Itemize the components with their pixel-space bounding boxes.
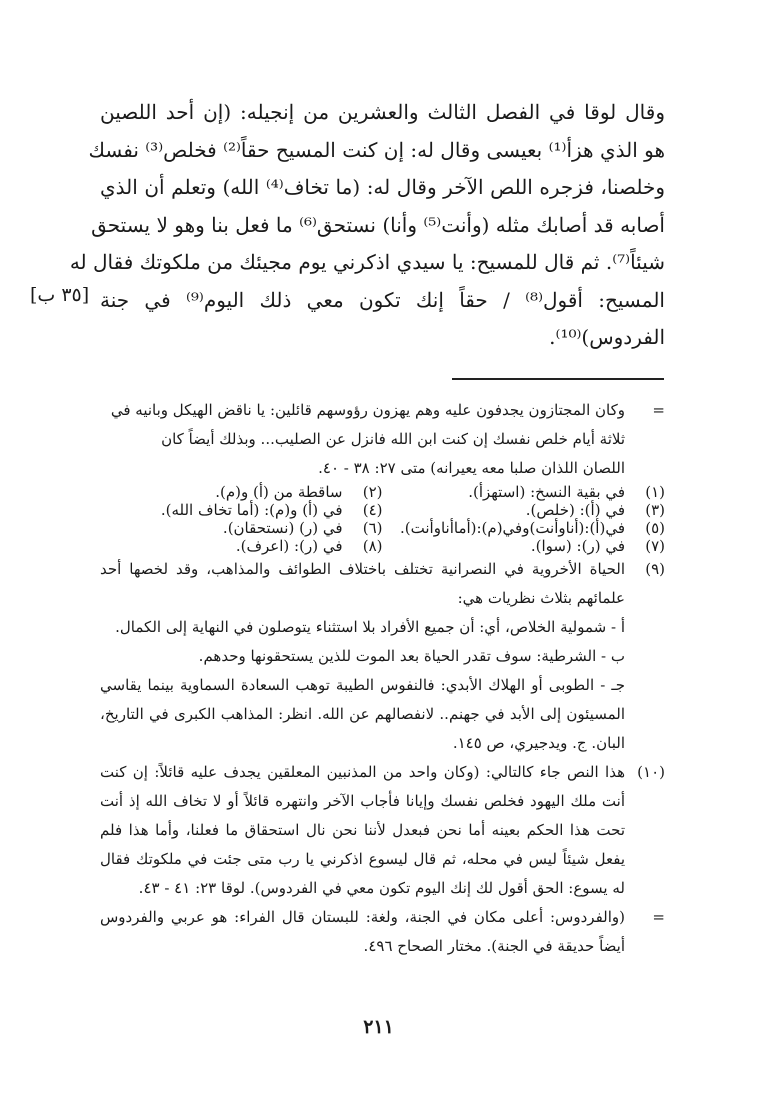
footnote-number: (٧) <box>645 537 665 555</box>
footnote-text: الحياة الأخروية في النصرانية تختلف باختلاف الطوائف والمذاهب، وقد لخصها أحد علمائهم بثلاث نظريات هي: <box>100 560 625 607</box>
footnote-9 <box>100 555 665 613</box>
footnote-text: وكان المجتازون يجدفون عليه وهم يهزون رؤوسهم قائلين: يا ناقض الهيكل وبانيه في <box>110 401 625 419</box>
footnote-10-extra <box>100 903 665 961</box>
folio-margin-note: [٣٥ ب] <box>30 284 90 306</box>
footnote-subitem: ب - الشرطية: سوف تقدر الحياة بعد الموت للذين يستحقونها وحدهم. <box>198 647 625 665</box>
footnote-text: في(أ):(أناوأنت)وفي(م):(أماأناوأنت). <box>400 519 625 537</box>
footnote-continuation <box>100 396 665 425</box>
footnote-text: ثلاثة أيام خلص نفسك إن كنت ابن الله فانزل عن الصليب... وبذلك أيضاً كان <box>161 430 625 448</box>
main-line: وخلصنا، فزجره اللص الآخر وقال له: (ما تخاف⁽⁴⁾ الله) وتعلم أن الذي <box>100 175 665 199</box>
footnotes <box>100 396 665 961</box>
footnote-text: هذا النص جاء كالتالي: (وكان واحد من المذنبين المعلقين يجدف عليه قائلاً: إن كنت أنت ملك اليهود فخلص نفسك وإيانا فأجاب الآخر وانتهره قائلاً أو لا تخاف الله إذ أنت تحت هذا الحكم بعينه أما نحن فبعدل لأننا نحن نال استحقاق ما فعلنا، وأما هذا فلم يفعل شيئاً ليس في محله، ثم قال ليسوع اذكرني يا رب متى جئت في ملكوتك فقال له يسوع: الحق أقول لك إنك اليوم تكون معي في الفردوس). لوقا ٢٣: ٤١ - ٤٣. <box>100 763 625 897</box>
footnote-text: اللصان اللذان صلبا معه يعيرانه) متى ٢٧: ٣٨ - ٤٠. <box>318 459 625 477</box>
footnote-text: (والفردوس: أعلى مكان في الجنة، ولغة: للبستان قال الفراء: هو عربي والفردوس أيضاً حديقة في الجنة). مختار الصحاح ٤٩٦. <box>100 908 625 955</box>
footnote-separator <box>452 378 664 380</box>
continuation-mark: = <box>652 401 665 419</box>
footnote-number: (١٠) <box>637 763 665 781</box>
footnote-number: (٣) <box>645 501 665 519</box>
footnote-number: (٦) <box>362 519 383 537</box>
main-text <box>69 94 665 357</box>
footnote-subitem: جـ - الطوبى أو الهلاك الأبدي: فالنفوس الطيبة توهب السعادة السماوية بينما يقاسي المسيئون إلى الأبد في جهنم.. لانفصالهم عن الله. انظر: المذاهب الكبرى في التاريخ، البان. ج. ويدجيري، ص ١٤٥. <box>100 676 625 752</box>
main-line: شيئاً⁽⁷⁾. ثم قال للمسيح: يا سيدي اذكرني يوم مجيئك من ملكوتك فقال له <box>69 250 665 274</box>
footnote-text: في بقية النسخ: (استهزأ). <box>468 483 625 501</box>
footnote-subitem: أ - شمولية الخلاص، أي: أن جميع الأفراد بلا استثناء يتوصلون في النهاية إلى الكمال. <box>115 618 625 636</box>
footnote-text: في (ر): (اعرف). <box>235 537 343 555</box>
footnote-number: (٥) <box>645 519 665 537</box>
footnote-pair <box>100 501 665 519</box>
main-line: هو الذي هزأ⁽¹⁾ بعيسى وقال له: إن كنت المسيح حقاً⁽²⁾ فخلص⁽³⁾ نفسك <box>88 137 665 162</box>
main-line: أصابه قد أصابك مثله (وأنت⁽⁵⁾ وأنا) نستحق⁽⁶⁾ ما فعل بنا وهو لا يستحق <box>91 212 665 237</box>
footnote-10 <box>100 758 665 903</box>
footnote-text: ساقطة من (أ) و(م). <box>215 483 343 501</box>
footnote-pair <box>100 537 665 555</box>
footnote-pair <box>100 483 665 501</box>
footnote-text: في (أ) و(م): (أما تخاف الله). <box>160 501 343 519</box>
main-line: المسيح: أقول⁽⁸⁾ / حقاً إنك تكون معي ذلك اليوم⁽⁹⁾ في جنة <box>100 287 665 312</box>
footnote-number: (٩) <box>645 560 665 578</box>
main-line: الفردوس)⁽¹⁰⁾. <box>549 325 665 349</box>
footnote-number: (٤) <box>362 501 383 519</box>
footnote-pair <box>100 519 665 537</box>
main-line: وقال لوقا في الفصل الثالث والعشرين من إنجيله: (إن أحد اللصين <box>100 100 665 124</box>
continuation-mark: = <box>652 908 665 926</box>
footnote-text: في (ر) (نستحقان). <box>222 519 343 537</box>
footnote-number: (١) <box>645 483 665 501</box>
footnote-text: في (ر): (سوا). <box>530 537 625 555</box>
page-number: ٢١١ <box>363 1016 394 1038</box>
footnote-text: في (أ): (خلص). <box>525 501 625 519</box>
footnote-number: (٢) <box>362 483 383 501</box>
footnote-number: (٨) <box>362 537 383 555</box>
